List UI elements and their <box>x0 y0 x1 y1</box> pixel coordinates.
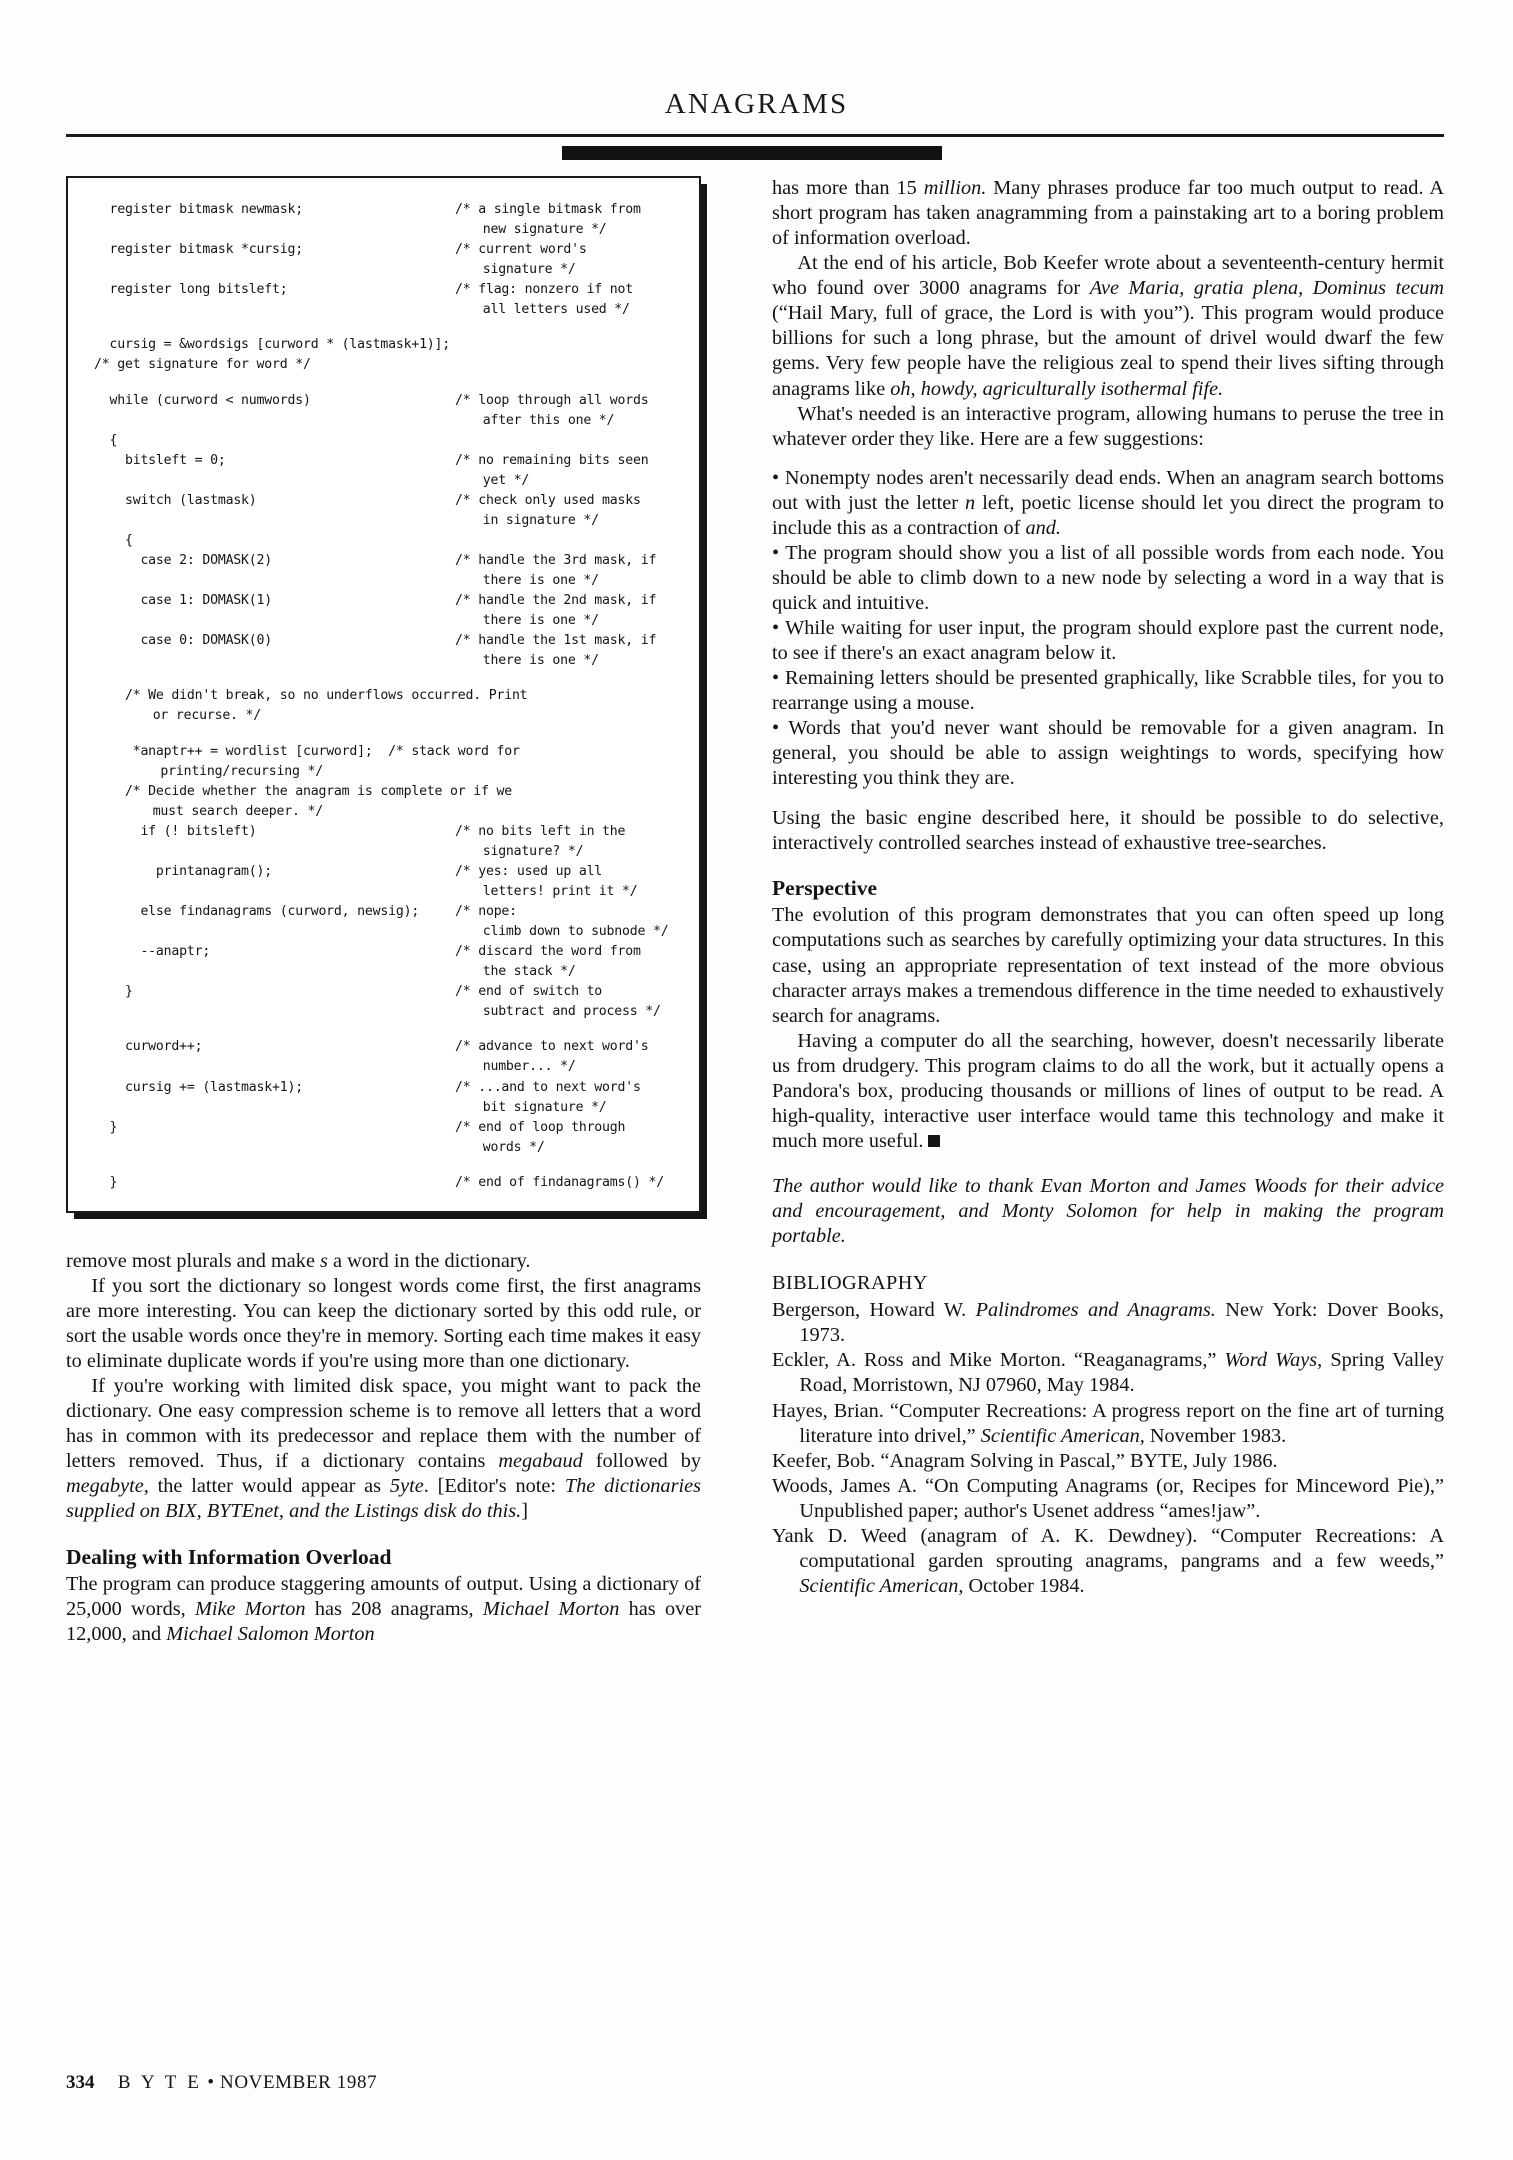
code-line-continuation: printing/recursing */ <box>121 763 323 779</box>
bibliography-entry: Eckler, A. Ross and Mike Morton. “Reaganagrams,” Word Ways, Spring Valley Road, Morristown, NJ 07960, May 1984. <box>772 1349 1445 1397</box>
code-comment <box>455 531 685 551</box>
bullet-item: • The program should show you a list of all possible words from each node. You should be able to climb down to a new node by selecting a word in a way that is quick and intuitive. <box>772 541 1444 614</box>
bibliography-entry: Bergerson, Howard W. Palindromes and Anagrams. New York: Dover Books, 1973. <box>772 1299 1444 1347</box>
code-line: bitsleft = 0; <box>94 452 226 468</box>
code-blank-line <box>94 1158 685 1173</box>
code-comment: /* end of switch to subtract and process */ <box>455 982 685 1022</box>
code-comment-continuation: words */ <box>482 1139 545 1155</box>
code-blank-line <box>94 1022 685 1037</box>
left-column <box>66 176 701 1647</box>
code-comment-continuation: all letters used */ <box>482 302 630 318</box>
body-paragraph: At the end of his article, Bob Keefer wrote about a seventeenth-century hermit who found over 3000 anagrams for Ave Maria, gratia plena, Dominus tecum (“Hail Mary, full of grace, the Lord is with you”). This program would produce billions for such a long phrase, but the amount of drivel would dwarf the few gems. Very few people have the religious zeal to spend their lives sifting through anagrams like oh, howdy, agriculturally isothermal fife. <box>772 252 1445 400</box>
body-paragraph: If you sort the dictionary so longest words come first, the first anagrams are more interesting. You can keep the dictionary sorted by this odd rule, or sort the usable words once they're in memory. Sorting each time makes it easy to eliminate duplicate words if you're using more than one dictionary. <box>66 1274 701 1373</box>
code-line: case 0: DOMASK(0) <box>94 633 273 649</box>
code-listing-box <box>66 176 701 1213</box>
header-black-bar <box>562 146 942 160</box>
code-line: printanagram(); <box>94 863 273 879</box>
code-line: while (curword < numwords) <box>94 392 311 408</box>
body-paragraph: The program can produce staggering amounts of output. Using a dictionary of 25,000 words, Mike Morton has 208 anagrams, Michael Morton has over 12,000, and Michael Salomon Morton <box>66 1573 701 1646</box>
end-of-article-mark <box>928 1135 940 1147</box>
body-paragraph: Having a computer do all the searching, however, doesn't necessarily liberate us from drudgery. This program claims to do all the work, but it actually opens a Pandora's box, producing thousands or millions of lines of output to be read. A high-quality, interactive user interface would tame this technology and make it much more useful. <box>772 1029 1444 1152</box>
body-paragraph: If you're working with limited disk space, you might want to pack the dictionary. One easy compression scheme is to remove all letters that a word has in common with its predecessor and replace them with the number of letters removed. Thus, if a dictionary contains megabaud followed by megabyte, the latter would appear as 5yte. [Editor's note: The dictionaries supplied on BIX, BYTEnet, and the Listings disk do this.] <box>66 1375 701 1523</box>
bullet-item: • Nonempty nodes aren't necessarily dead ends. When an anagram search bottoms out with just the letter n left, poetic license should let you direct the program to include this as a contraction of and. <box>772 466 1444 539</box>
running-head: ANAGRAMS <box>664 88 849 120</box>
bibliography-entry: Yank D. Weed (anagram of A. K. Dewdney). “Computer Recreations: A computational garden sprouting anagrams, pangrams and a few weeds,” Scientific American, October 1984. <box>772 1524 1444 1597</box>
code-comment: /* no bits left in the signature? */ <box>455 822 685 862</box>
section-heading-perspective: Perspective <box>772 875 878 900</box>
code-blank-line <box>94 671 685 686</box>
bibliography-heading: BIBLIOGRAPHY <box>772 1272 928 1295</box>
code-comment: /* handle the 1st mask, if there is one */ <box>455 631 685 671</box>
closing-paragraph: Using the basic engine described here, it should be possible to do selective, interactively controlled searches instead of exhaustive tree-searches. <box>772 806 1444 854</box>
code-line: case 1: DOMASK(1) <box>94 593 273 609</box>
code-comment: /* end of findanagrams() */ <box>455 1174 664 1190</box>
code-comment: /* handle the 2nd mask, if there is one */ <box>455 591 685 631</box>
page-footer <box>66 2072 377 2094</box>
code-blank-line <box>94 727 685 742</box>
code-blank-line <box>94 376 685 391</box>
code-line-continuation: must search deeper. */ <box>121 803 323 819</box>
code-line: if (! bitsleft) <box>94 823 257 839</box>
code-comment-continuation: there is one */ <box>482 653 599 669</box>
code-comment-continuation: yet */ <box>482 472 530 488</box>
code-line: } <box>94 984 133 1000</box>
code-comment-continuation: in signature */ <box>482 512 599 528</box>
code-line: register bitmask *cursig; <box>94 242 303 258</box>
code-comment: /* current word's signature */ <box>455 240 685 280</box>
right-column <box>772 176 1444 1599</box>
header-rule <box>66 134 1444 137</box>
code-comment-continuation: new signature */ <box>482 222 607 238</box>
code-comment-continuation: climb down to subnode */ <box>482 924 669 940</box>
code-comment: /* yes: used up all letters! print it */ <box>455 862 685 902</box>
code-comment-continuation: the stack */ <box>482 964 576 980</box>
code-line-continuation: or recurse. */ <box>121 708 262 724</box>
code-line: switch (lastmask) <box>94 492 257 508</box>
code-comment-continuation: number... */ <box>482 1059 576 1075</box>
code-comment-continuation: subtract and process */ <box>482 1004 661 1020</box>
code-line: case 2: DOMASK(2) <box>94 553 273 568</box>
code-line: register bitmask newmask; <box>94 202 303 217</box>
spacer <box>772 792 1444 806</box>
footer-separator: • <box>207 2072 215 2093</box>
footer-page-number: 334 <box>66 2072 95 2093</box>
body-paragraph: has more than 15 million. Many phrases produce far too much output to read. A short program has taken anagramming from a painstaking art to a boring problem of information overload. <box>772 177 1445 250</box>
acknowledgement: The author would like to thank Evan Morton and James Woods for their advice and encouragement, and Monty Solomon for help in making the program portable. <box>772 1175 1444 1248</box>
code-line: } <box>94 1119 118 1135</box>
code-line: /* Decide whether the anagram is complete or if we must search deeper. */ <box>94 782 685 822</box>
bibliography-entry: Keefer, Bob. “Anagram Solving in Pascal,” BYTE, July 1986. <box>772 1449 1278 1472</box>
footer-magazine-name: B Y T E <box>117 2072 203 2093</box>
code-comment-continuation: letters! print it */ <box>482 883 638 899</box>
left-column-prose <box>66 1249 701 1648</box>
bullet-item: • Words that you'd never want should be removable for a given anagram. In general, you should be able to assign weightings to words, specifying how interesting you think they are. <box>772 717 1444 790</box>
code-comment: /* end of loop through words */ <box>455 1118 685 1158</box>
code-line: { <box>94 432 118 448</box>
code-comment: /* nope: climb down to subnode */ <box>455 902 685 942</box>
code-comment: /* check only used masks in signature */ <box>455 491 685 531</box>
code-comment: /* handle the 3rd mask, if there is one */ <box>455 551 685 591</box>
code-comment-continuation: bit signature */ <box>482 1099 607 1115</box>
code-line: cursig = &wordsigs [curword * (lastmask+1)]; <box>94 337 451 353</box>
code-line: { <box>94 532 133 548</box>
code-line: *anaptr++ = wordlist [curword]; /* stack word for printing/recursing */ <box>94 742 685 782</box>
code-comment: /* loop through all words after this one */ <box>455 391 685 431</box>
spacer <box>772 452 1444 466</box>
code-comment-continuation: signature? */ <box>482 843 584 859</box>
code-line: else findanagrams (curword, newsig); <box>94 904 420 919</box>
code-comment: /* no remaining bits seen yet */ <box>455 451 685 491</box>
spacer <box>772 1154 1444 1174</box>
code-line: curword++; <box>94 1039 203 1055</box>
bullet-item: • Remaining letters should be presented graphically, like Scrabble tiles, for you to rearrange using a mouse. <box>772 667 1444 715</box>
code-comment-continuation: after this one */ <box>482 412 615 428</box>
code-comment: /* advance to next word's number... */ <box>455 1037 685 1077</box>
footer-issue-date: NOVEMBER 1987 <box>220 2072 378 2093</box>
section-heading-information-overload: Dealing with Information Overload <box>66 1544 392 1569</box>
bullet-item: • While waiting for user input, the program should explore past the current node, to see if there's an exact anagram below it. <box>772 617 1444 665</box>
bibliography-entry: Woods, James A. “On Computing Anagrams (or, Recipes for Minceword Pie),” Unpublished paper; author's Usenet address “ames!jaw”. <box>772 1474 1444 1522</box>
code-comment-continuation: there is one */ <box>482 613 599 629</box>
code-listing-table <box>94 200 685 1193</box>
code-comment-continuation: signature */ <box>482 262 576 278</box>
code-blank-line <box>94 320 685 335</box>
body-paragraph: The evolution of this program demonstrates that you can often speed up long computations such as searches by carefully optimizing your data structures. In this case, using an appropriate representation of text instead of the more obvious character arrays makes a tremendous difference in the time needed to exhaustively search for anagrams. <box>772 904 1444 1027</box>
bibliography-entry: Hayes, Brian. “Computer Recreations: A progress report on the fine art of turning literature into drivel,” Scientific American, November 1983. <box>772 1399 1444 1447</box>
code-line: /* We didn't break, so no underflows occurred. Print or recurse. */ <box>94 686 685 726</box>
code-line: /* get signature for word */ <box>94 357 311 373</box>
body-paragraph: What's needed is an interactive program, allowing humans to peruse the tree in whatever order they like. Here are a few suggestions: <box>772 402 1444 450</box>
code-comment: /* a single bitmask from new signature */ <box>455 200 685 240</box>
code-line: register long bitsleft; <box>94 282 288 298</box>
body-paragraph: remove most plurals and make s a word in the dictionary. <box>66 1249 531 1272</box>
code-comment: /* discard the word from the stack */ <box>455 942 685 982</box>
code-comment-continuation: there is one */ <box>482 573 599 589</box>
code-comment: /* flag: nonzero if not all letters used */ <box>455 280 685 320</box>
code-comment <box>455 431 685 451</box>
code-comment: /* ...and to next word's bit signature */ <box>455 1078 685 1118</box>
code-line: --anaptr; <box>94 944 211 960</box>
code-line: } <box>94 1174 118 1190</box>
right-column-prose <box>772 176 1444 1599</box>
code-line: cursig += (lastmask+1); <box>94 1079 303 1095</box>
